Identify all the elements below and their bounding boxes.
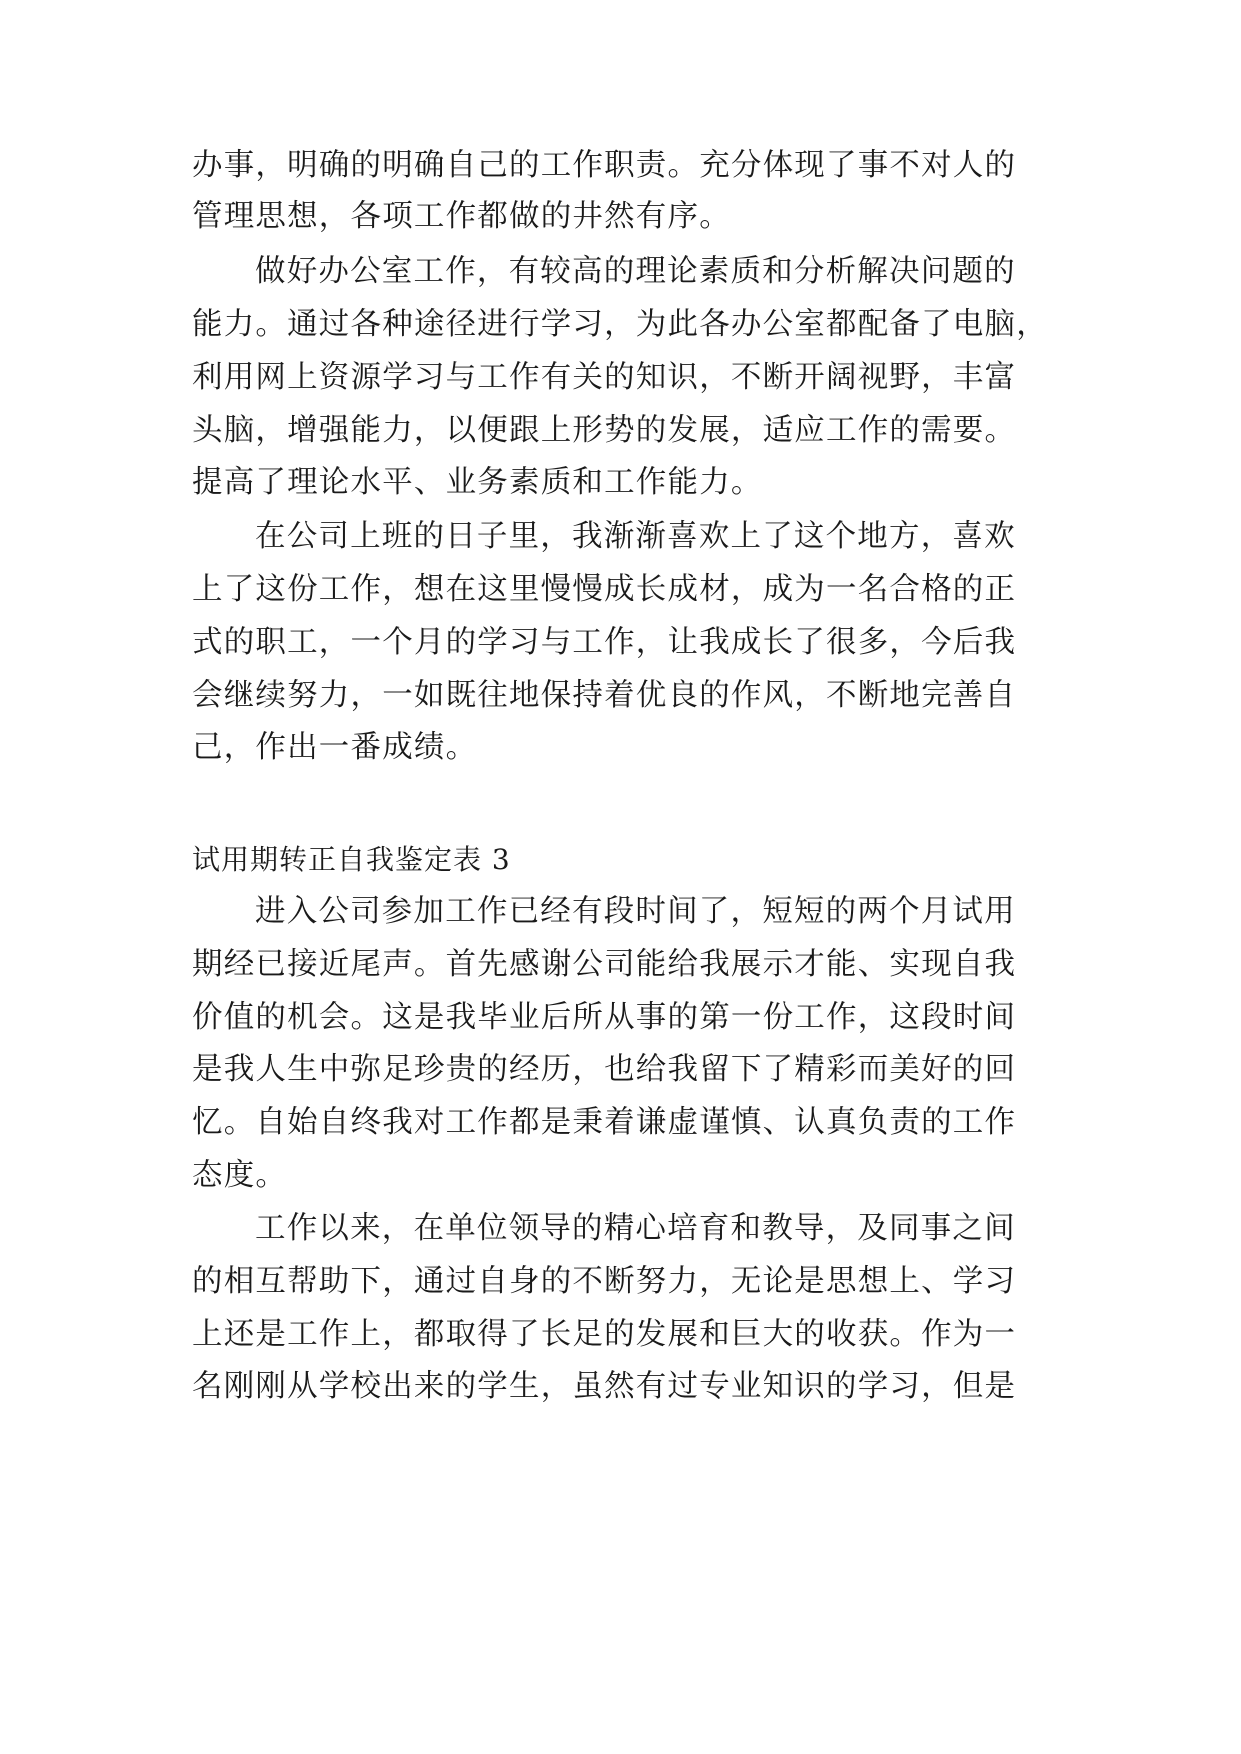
text-line: 是我人生中弥足珍贵的经历，也给我留下了精彩而美好的回 bbox=[192, 1052, 1017, 1087]
text-line: 能力。通过各种途径进行学习，为此各办公室都配备了电脑， bbox=[192, 307, 1048, 342]
text-line: 上了这份工作，想在这里慢慢成长成材，成为一名合格的正 bbox=[192, 572, 1017, 607]
text-line: 头脑，增强能力，以便跟上形势的发展，适应工作的需要。 bbox=[192, 413, 1017, 448]
text-line: 利用网上资源学习与工作有关的知识，不断开阔视野，丰富 bbox=[192, 360, 1017, 395]
text-line: 办事，明确的明确自己的工作职责。充分体现了事不对人的 bbox=[192, 148, 1017, 183]
paragraph-start-line: 进入公司参加工作已经有段时间了，短短的两个月试用 bbox=[255, 894, 1016, 929]
text-line: 提高了理论水平、业务素质和工作能力。 bbox=[192, 465, 763, 500]
section-title: 试用期转正自我鉴定表 3 bbox=[192, 843, 511, 876]
text-line: 名刚刚从学校出来的学生，虽然有过专业知识的学习，但是 bbox=[192, 1369, 1017, 1404]
text-line: 价值的机会。这是我毕业后所从事的第一份工作，这段时间 bbox=[192, 1000, 1017, 1035]
text-line: 忆。自始自终我对工作都是秉着谦虚谨慎、认真负责的工作 bbox=[192, 1105, 1017, 1140]
text-line: 的相互帮助下，通过自身的不断努力，无论是思想上、学习 bbox=[192, 1264, 1017, 1299]
paragraph-start-line: 在公司上班的日子里，我渐渐喜欢上了这个地方，喜欢 bbox=[255, 519, 1016, 554]
text-line: 式的职工，一个月的学习与工作，让我成长了很多，今后我 bbox=[192, 625, 1017, 660]
text-line: 上还是工作上，都取得了长足的发展和巨大的收获。作为一 bbox=[192, 1317, 1017, 1352]
text-line: 态度。 bbox=[192, 1158, 288, 1193]
text-line: 管理思想，各项工作都做的井然有序。 bbox=[192, 199, 731, 234]
text-line: 己，作出一番成绩。 bbox=[192, 730, 478, 765]
text-line: 会继续努力，一如既往地保持着优良的作风，不断地完善自 bbox=[192, 678, 1017, 713]
text-line: 期经已接近尾声。首先感谢公司能给我展示才能、实现自我 bbox=[192, 947, 1017, 982]
paragraph-start-line: 做好办公室工作，有较高的理论素质和分析解决问题的 bbox=[255, 254, 1016, 289]
paragraph-start-line: 工作以来，在单位领导的精心培育和教导，及同事之间 bbox=[255, 1211, 1016, 1246]
